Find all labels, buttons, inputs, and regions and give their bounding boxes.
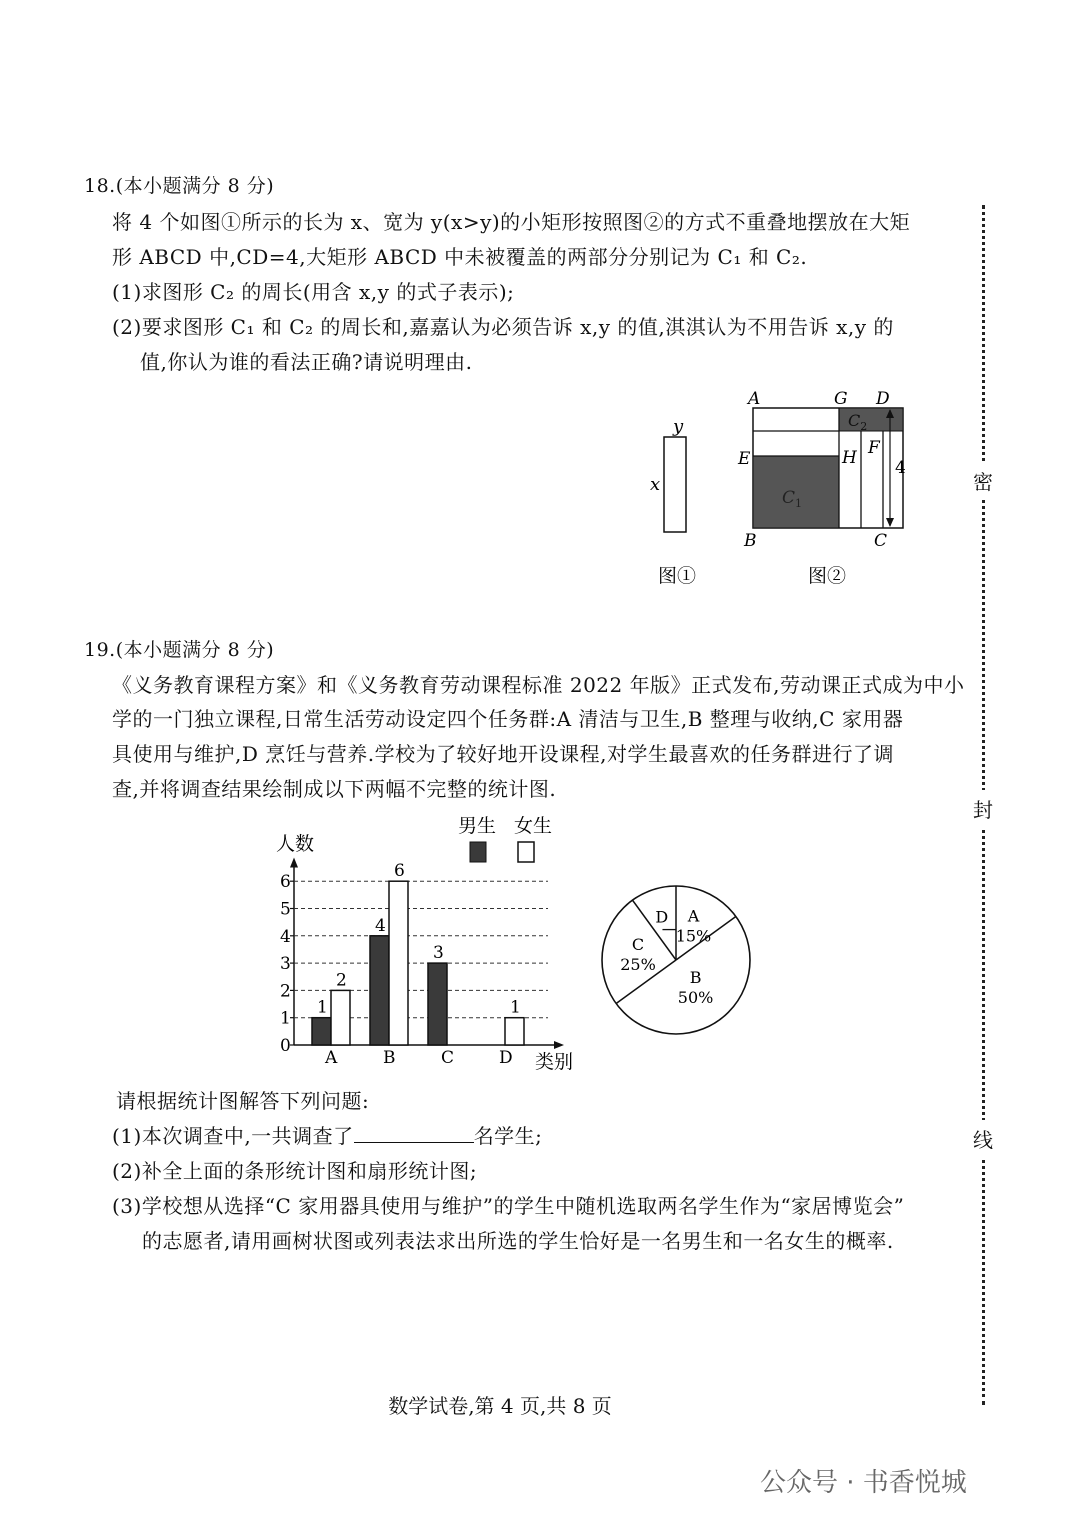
q18-heading bbox=[84, 172, 274, 200]
bar-boys bbox=[312, 1018, 331, 1045]
q19-part1-pre: (1)本次调查中,一共调查了 bbox=[112, 1124, 354, 1148]
fig1-caption: 图① bbox=[658, 565, 697, 587]
q19-line3: 具使用与维护,D 烹饪与营养.学校为了较好地开设课程,对学生最喜欢的任务群进行了调 bbox=[112, 742, 894, 766]
q19-prompt: 请根据统计图解答下列问题: bbox=[116, 1089, 370, 1113]
fig2-dim-label: 4 bbox=[895, 458, 906, 478]
fig2-label-c2: $C_2$ bbox=[848, 411, 868, 433]
pie-slice-percent: 50% bbox=[677, 987, 714, 1007]
pie-slice-label: D bbox=[655, 907, 669, 927]
bar-girls bbox=[331, 990, 350, 1045]
bar-chart bbox=[270, 810, 590, 1080]
seal-mark-xian: 线 bbox=[970, 1120, 996, 1157]
bar-data-label: 1 bbox=[510, 997, 521, 1018]
y-axis-arrow bbox=[290, 858, 298, 868]
pie-slice-percent: 15% bbox=[675, 926, 712, 946]
fig2-label-f: F bbox=[868, 438, 880, 458]
pie-slice-label: C bbox=[631, 934, 645, 954]
q19-part3a: (3)学校想从选择“C 家用器具使用与维护”的学生中随机选取两名学生作为“家居博览会” bbox=[112, 1194, 905, 1218]
q18-line2: 形 ABCD 中,CD=4,大矩形 ABCD 中未被覆盖的两部分分别记为 C₁ 和 C₂. bbox=[112, 245, 808, 269]
legend-label-girls: 女生 bbox=[514, 815, 553, 837]
fig2-label-a: A bbox=[748, 389, 761, 409]
y-tick-label: 3 bbox=[280, 954, 291, 975]
fig2-label-e: E bbox=[738, 449, 751, 469]
figure-1 bbox=[640, 410, 720, 590]
q18-header: (本小题满分 8 分) bbox=[115, 175, 275, 197]
q19-part1-post: 名学生; bbox=[473, 1124, 543, 1148]
bar-data-label: 1 bbox=[317, 997, 328, 1018]
fig2-caption: 图② bbox=[808, 565, 847, 587]
fig2-label-c: C bbox=[874, 531, 888, 551]
figure-2 bbox=[730, 385, 920, 595]
pie-slice-percent: 25% bbox=[620, 954, 656, 974]
y-tick-label: 1 bbox=[280, 1008, 291, 1029]
x-tick-label: C bbox=[441, 1048, 455, 1068]
x-axis-arrow bbox=[554, 1041, 564, 1049]
fig1-label-y: y bbox=[673, 416, 684, 437]
legend-swatch-boys bbox=[470, 842, 486, 862]
fig1-label-x: x bbox=[650, 474, 661, 495]
fig2-region-c1 bbox=[753, 456, 839, 528]
q19-number: 19. bbox=[84, 639, 116, 661]
q19-part1 bbox=[112, 1122, 542, 1150]
bar-girls bbox=[389, 881, 408, 1045]
q19-line2: 学的一门独立课程,日常生活劳动设定四个任务群:A 清洁与卫生,B 整理与收纳,C 家用器 bbox=[112, 707, 904, 731]
y-tick-label: 0 bbox=[280, 1036, 291, 1056]
q19-header: (本小题满分 8 分) bbox=[115, 639, 275, 661]
q19-part2: (2)补全上面的条形统计图和扇形统计图; bbox=[112, 1159, 478, 1183]
bar-boys bbox=[428, 963, 447, 1045]
fig2-label-h: H bbox=[842, 448, 857, 468]
pie-chart bbox=[596, 880, 756, 1040]
x-tick-label: D bbox=[499, 1048, 513, 1068]
pie-slice-label: B bbox=[689, 967, 702, 987]
page-footer: 数学试卷,第 4 页,共 8 页 bbox=[388, 1394, 612, 1418]
legend-label-boys: 男生 bbox=[458, 815, 497, 837]
y-tick-label: 6 bbox=[280, 872, 291, 893]
bar-data-label: 3 bbox=[433, 943, 444, 964]
q19-line1: 《义务教育课程方案》和《义务教育劳动课程标准 2022 年版》正式发布,劳动课正式成为中小 bbox=[112, 673, 965, 697]
q18-part2a: (2)要求图形 C₁ 和 C₂ 的周长和,嘉嘉认为必须告诉 x,y 的值,淇淇认为不用告诉 x,y 的 bbox=[112, 315, 894, 339]
q19-heading bbox=[84, 636, 274, 664]
fig2-label-b: B bbox=[744, 531, 757, 551]
seal-mark-feng: 封 bbox=[970, 790, 996, 827]
fig2-label-c1: $C_1$ bbox=[782, 488, 803, 510]
pie-slice-label: A bbox=[687, 906, 700, 926]
x-tick-label: A bbox=[325, 1048, 338, 1068]
fig2-label-d: D bbox=[876, 389, 890, 409]
q18-number: 18. bbox=[84, 175, 116, 197]
answer-blank[interactable] bbox=[354, 1124, 474, 1143]
y-tick-label: 5 bbox=[280, 899, 291, 920]
bar-data-label: 6 bbox=[394, 861, 405, 882]
q19-part3b: 的志愿者,请用画树状图或列表法求出所选的学生恰好是一名男生和一名女生的概率. bbox=[142, 1229, 894, 1253]
watermark: 公众号 · 书香悦城 bbox=[760, 1468, 967, 1498]
y-tick-label: 4 bbox=[280, 926, 291, 947]
fig2-label-g: G bbox=[834, 389, 848, 409]
q18-part1: (1)求图形 C₂ 的周长(用含 x,y 的式子表示); bbox=[112, 280, 515, 304]
x-tick-label: B bbox=[383, 1048, 396, 1068]
fig1-small-rectangle bbox=[664, 437, 686, 532]
bar-girls bbox=[505, 1018, 524, 1045]
legend-swatch-girls bbox=[518, 842, 534, 862]
y-tick-label: 2 bbox=[280, 981, 291, 1002]
q18-line1: 将 4 个如图①所示的长为 x、宽为 y(x>y)的小矩形按照图②的方式不重叠地摆放在大矩 bbox=[112, 210, 911, 234]
bar-data-label: 2 bbox=[336, 970, 347, 991]
bar-data-label: 4 bbox=[375, 915, 386, 936]
bar-boys bbox=[370, 936, 389, 1045]
seal-mark-mi: 密 bbox=[970, 462, 996, 499]
bar-chart-ylabel: 人数 bbox=[276, 833, 315, 855]
q19-line4: 查,并将调查结果绘制成以下两幅不完整的统计图. bbox=[112, 777, 557, 801]
q18-part2b: 值,你认为谁的看法正确?请说明理由. bbox=[140, 350, 473, 374]
bar-chart-xlabel: 类别 bbox=[535, 1051, 574, 1073]
